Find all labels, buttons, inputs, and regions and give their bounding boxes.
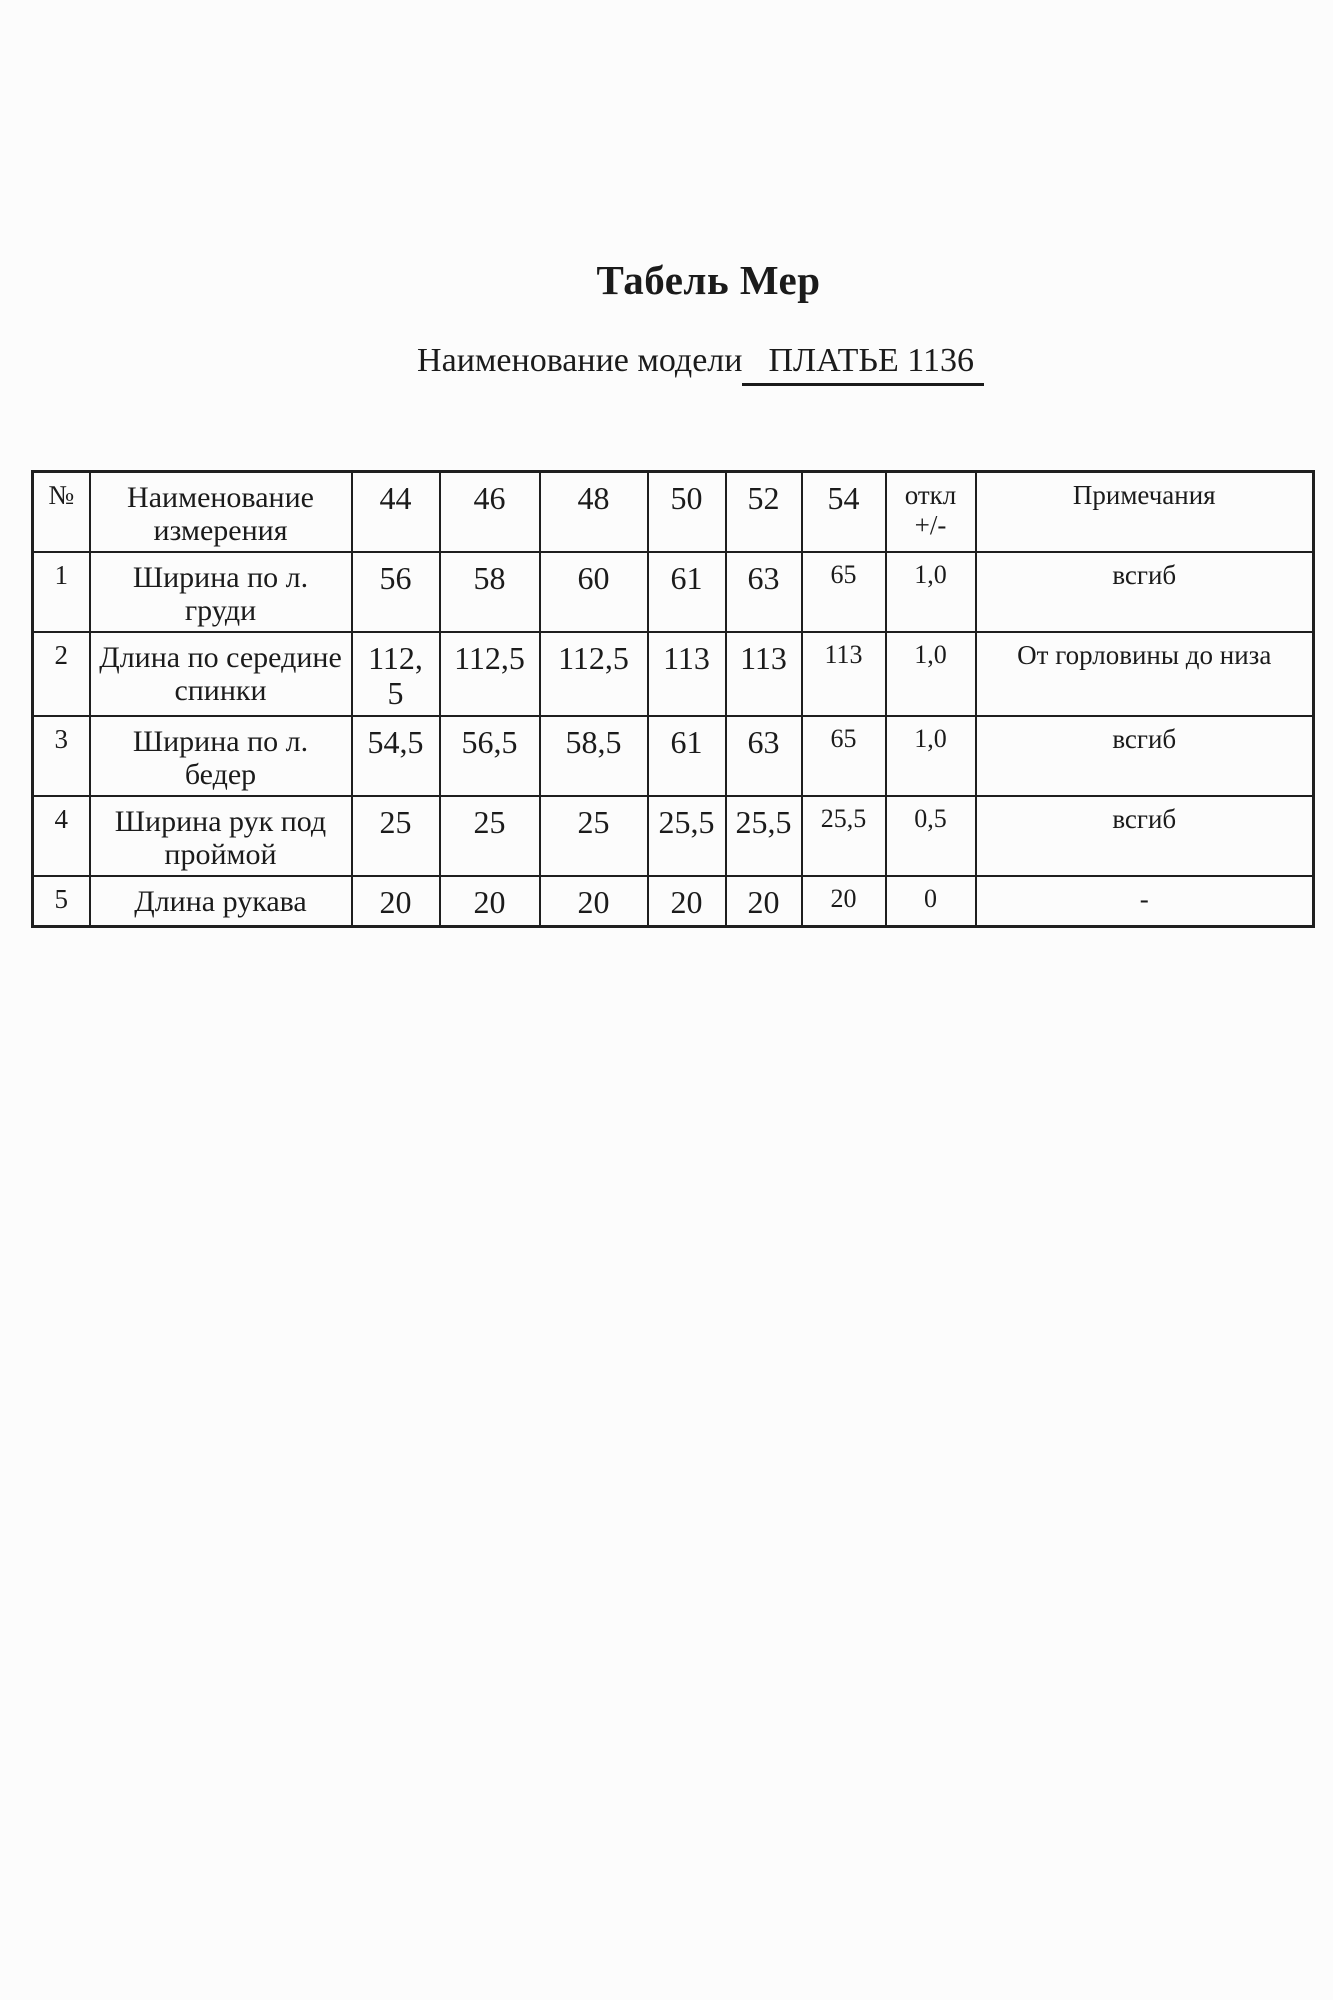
column-header-size-50: 50: [648, 472, 726, 553]
size-54-value-cell: 65: [802, 716, 886, 796]
column-header-deviation: откл +/-: [886, 472, 976, 553]
size-54-value-cell: 20: [802, 876, 886, 926]
size-48-value-cell: 58,5: [540, 716, 648, 796]
size-52-value-cell: 20: [726, 876, 802, 926]
table-row: [33, 796, 1314, 876]
size-46-value-cell: 58: [440, 552, 540, 632]
size-48-value-cell: 20: [540, 876, 648, 926]
size-46-value-cell: 20: [440, 876, 540, 926]
deviation-value-cell: 1,0: [886, 716, 976, 796]
note-cell: От горловины до низа: [976, 632, 1314, 716]
table-row: [33, 552, 1314, 632]
measurement-name-cell: Длина по середине спинки: [90, 632, 352, 716]
measurement-name-cell: Ширина по л. бедер: [90, 716, 352, 796]
size-44-value-cell: 112,5: [352, 632, 440, 716]
deviation-value-cell: 0,5: [886, 796, 976, 876]
size-46-value-cell: 112,5: [440, 632, 540, 716]
size-46-value-cell: 56,5: [440, 716, 540, 796]
size-52-value-cell: 25,5: [726, 796, 802, 876]
column-header-size-44: 44: [352, 472, 440, 553]
column-header-number: №: [33, 472, 90, 553]
table-row: [33, 876, 1314, 926]
row-number-cell: 2: [33, 632, 90, 716]
column-header-measurement: Наименование измерения: [90, 472, 352, 553]
size-48-value-cell: 112,5: [540, 632, 648, 716]
row-number-cell: 1: [33, 552, 90, 632]
size-50-value-cell: 25,5: [648, 796, 726, 876]
note-cell: всгиб: [976, 716, 1314, 796]
size-50-value-cell: 61: [648, 716, 726, 796]
column-header-notes: Примечания: [976, 472, 1314, 553]
measurement-name-cell: Ширина рук под проймой: [90, 796, 352, 876]
size-54-value-cell: 113: [802, 632, 886, 716]
size-46-value-cell: 25: [440, 796, 540, 876]
size-48-value-cell: 60: [540, 552, 648, 632]
note-cell: всгиб: [976, 552, 1314, 632]
model-name-label: Наименование модели: [417, 342, 743, 379]
table-row: [33, 716, 1314, 796]
row-number-cell: 3: [33, 716, 90, 796]
size-44-value-cell: 20: [352, 876, 440, 926]
page-title: Табель Мер: [596, 257, 821, 303]
size-52-value-cell: 63: [726, 552, 802, 632]
measurements-table: [31, 470, 1315, 928]
column-header-size-54: 54: [802, 472, 886, 553]
header-row: [33, 472, 1314, 553]
column-header-size-52: 52: [726, 472, 802, 553]
size-44-value-cell: 56: [352, 552, 440, 632]
size-50-value-cell: 113: [648, 632, 726, 716]
model-name-value: ПЛАТЬЕ 1136: [742, 342, 983, 386]
size-52-value-cell: 113: [726, 632, 802, 716]
measurement-name-cell: Длина рукава: [90, 876, 352, 926]
size-54-value-cell: 65: [802, 552, 886, 632]
column-header-size-48: 48: [540, 472, 648, 553]
note-cell: всгиб: [976, 796, 1314, 876]
model-name-line: [34, 342, 1333, 386]
note-cell: -: [976, 876, 1314, 926]
size-54-value-cell: 25,5: [802, 796, 886, 876]
row-number-cell: 5: [33, 876, 90, 926]
size-44-value-cell: 54,5: [352, 716, 440, 796]
size-52-value-cell: 63: [726, 716, 802, 796]
row-number-cell: 4: [33, 796, 90, 876]
size-44-value-cell: 25: [352, 796, 440, 876]
size-50-value-cell: 61: [648, 552, 726, 632]
deviation-value-cell: 1,0: [886, 552, 976, 632]
measurement-name-cell: Ширина по л. груди: [90, 552, 352, 632]
column-header-size-46: 46: [440, 472, 540, 553]
deviation-value-cell: 0: [886, 876, 976, 926]
size-48-value-cell: 25: [540, 796, 648, 876]
table-row: [33, 632, 1314, 716]
deviation-value-cell: 1,0: [886, 632, 976, 716]
size-50-value-cell: 20: [648, 876, 726, 926]
